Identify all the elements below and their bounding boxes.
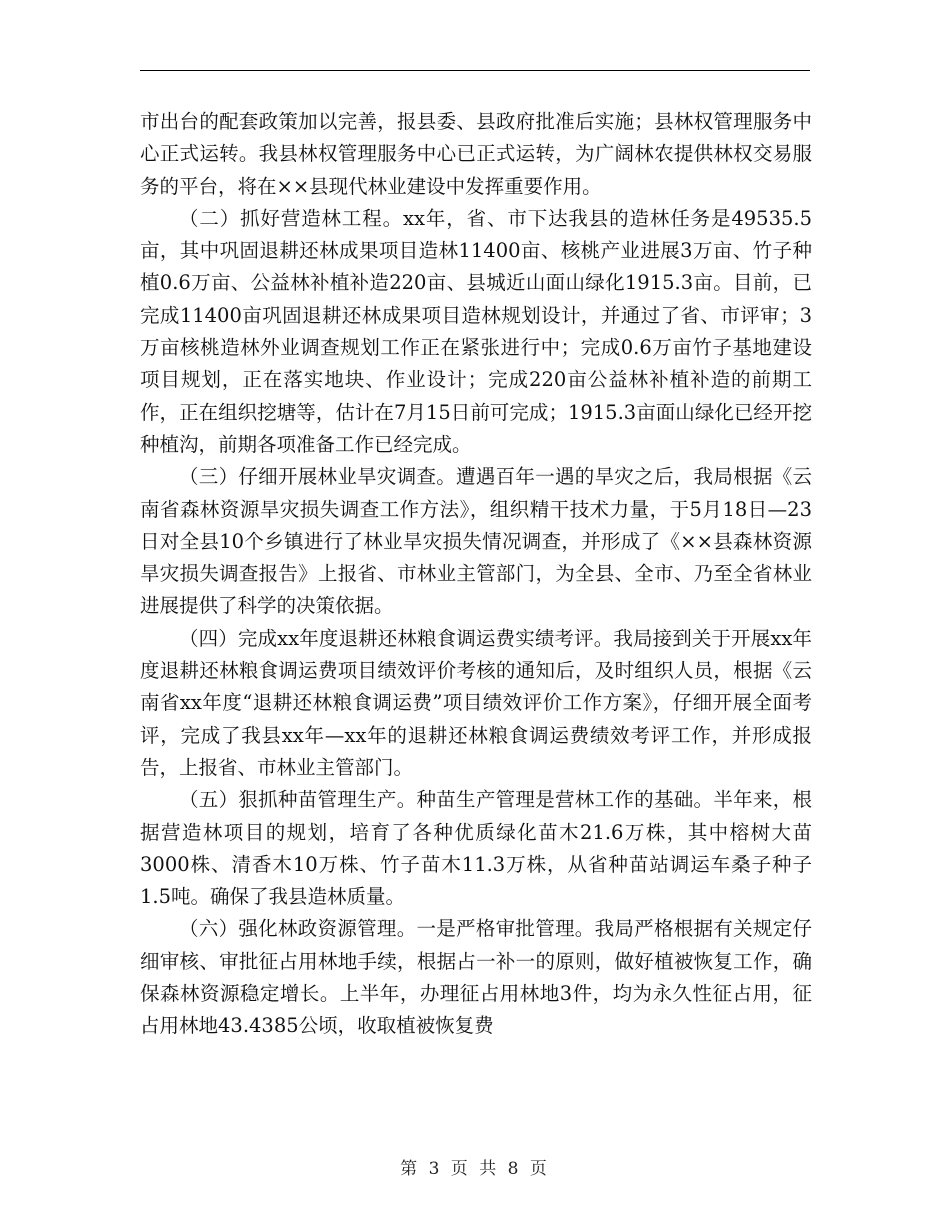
paragraph-afforestation: （二）抓好营造林工程。xx年，省、市下达我县的造林任务是49535.5亩，其中巩固退耕还林成果项目造林11400亩、核桃产业进展3万亩、竹子种植0.6万亩、公益林补植补造220亩、县城近山面山绿化1915.3亩。目前，已完成11400亩巩固退耕还林成果项目造林规划设计，并通过了省、市评审；3万亩核桃造林外业调查规划工作正在紧张进行中；完成0.6万亩竹子基地建设项目规划，正在落实地块、作业设计；完成220亩公益林补植补造的前期工作，正在组织挖塘等，估计在7月15日前可完成；1915.3亩面山绿化已经开挖种植沟，前期各项准备工作已经完成。: [140, 206, 812, 456]
paragraph-continuation: 市出台的配套政策加以完善，报县委、县政府批准后实施；县林权管理服务中心正式运转。我县林权管理服务中心已正式运转，为广阔林农提供林权交易服务的平台，将在××县现代林业建设中发挥重要作用。: [140, 110, 812, 198]
paragraph-drought-survey: （三）仔细开展林业旱灾调查。遭遇百年一遇的旱灾之后，我局根据《云南省森林资源旱灾损失调查工作方法》，组织精干技术力量，于5月18日—23日对全县10个乡镇进行了林业旱灾损失情况调查，并形成了《××县森林资源旱灾损失调查报告》上报省、市林业主管部门，为全县、全市、乃至全省林业进展提供了科学的决策依据。: [140, 465, 812, 618]
paragraph-seedling-management: （五）狠抓种苗管理生产。种苗生产管理是营林工作的基础。半年来，根据营造林项目的规划，培育了各种优质绿化苗木21.6万株，其中榕树大苗3000株、清香木10万株、竹子苗木11.3万株，从省种苗站调运车桑子种子1.5吨。确保了我县造林质量。: [140, 788, 812, 909]
header-rule: [140, 70, 810, 71]
page-number: 第 3 页 共 8 页: [400, 1159, 550, 1179]
paragraph-forest-resource-management: （六）强化林政资源管理。一是严格审批管理。我局严格根据有关规定仔细审核、审批征占用林地手续，根据占一补一的原则，做好植被恢复工作，确保森林资源稳定增长。上半年，办理征占用林地3件，均为永久性征占用，征占用林地43.4385公顷，收取植被恢复费: [140, 917, 812, 1038]
paragraph-grain-transport-evaluation: （四）完成xx年度退耕还林粮食调运费实绩考评。我局接到关于开展xx年度退耕还林粮食调运费项目绩效评价考核的通知后，及时组织人员，根据《云南省xx年度“退耕还林粮食调运费”项目绩效评价工作方案》，仔细开展全面考评，完成了我县xx年—xx年的退耕还林粮食调运费绩效考评工作，并形成报告，上报省、市林业主管部门。: [140, 626, 812, 779]
document-body: [140, 106, 812, 1043]
